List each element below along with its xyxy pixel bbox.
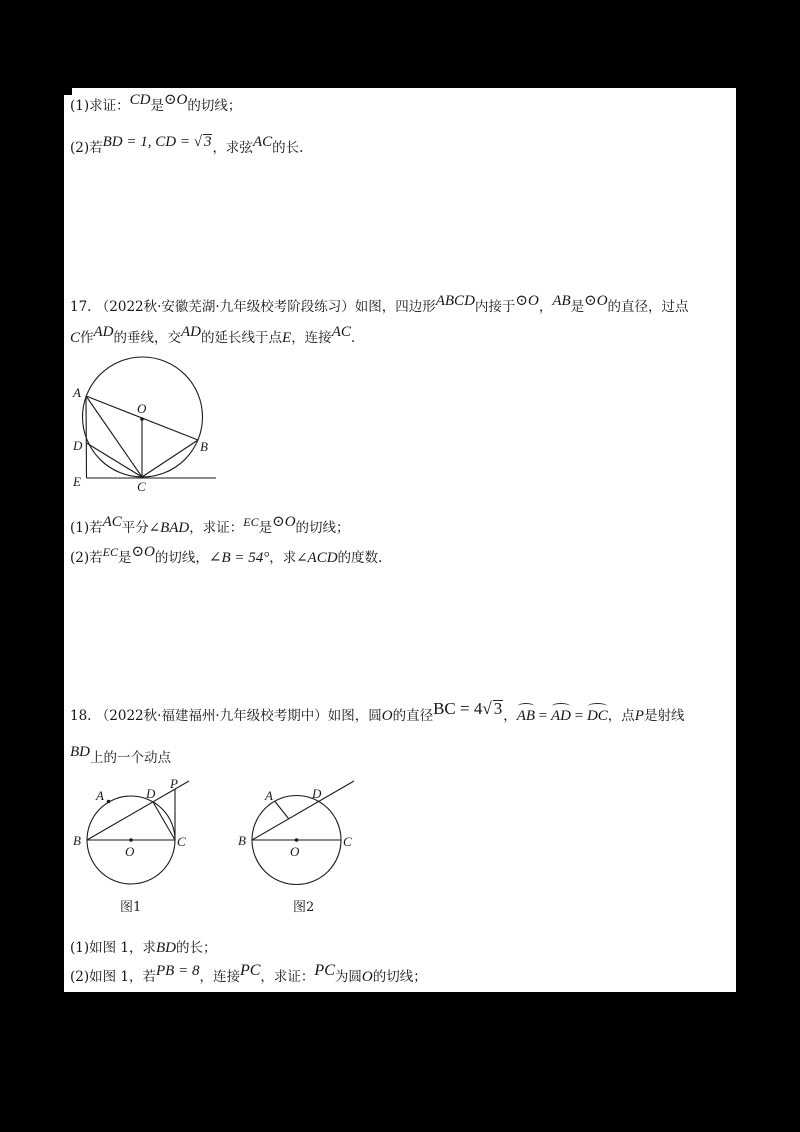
text: (1)如图 1，求	[70, 940, 157, 956]
q18-part2	[70, 962, 427, 987]
math-o: O	[381, 708, 393, 724]
math-angle-b: ∠B = 54°	[208, 550, 270, 566]
label-b: B	[73, 833, 81, 848]
text: 的直径	[392, 708, 434, 724]
sqrt-3: 3	[203, 134, 212, 150]
perpendicular-from-a	[275, 802, 289, 819]
label-d: D	[73, 438, 83, 453]
text: 的切线；	[295, 520, 350, 536]
label-o: O	[125, 844, 135, 859]
math-acd: ACD	[307, 550, 338, 566]
q17-number: 17.	[70, 299, 92, 315]
math-bd: BD	[156, 940, 177, 956]
text: ，	[503, 708, 517, 724]
label-b: B	[200, 439, 208, 454]
math-p: P	[634, 708, 644, 724]
arc-ad: AD	[551, 704, 571, 726]
text: 是射线	[643, 708, 685, 724]
q18-source: （2022秋·福建福州·九年级校考期中）如图，圆	[95, 708, 382, 724]
circle-o-symbol: ⊙O	[584, 293, 608, 309]
label-d: D	[312, 786, 322, 801]
text: 的延长线于点	[201, 330, 283, 346]
label-p: P	[170, 776, 178, 791]
figure-2-caption: 图2	[293, 900, 315, 915]
text: .	[350, 330, 356, 346]
math-c: C	[70, 330, 81, 346]
label-e: E	[73, 474, 81, 489]
q16-part2-mid: ，求弦	[212, 140, 253, 156]
math-bad: BAD	[160, 520, 190, 536]
text: 作	[80, 330, 94, 346]
q16-part2-prefix: (2)若	[70, 140, 103, 156]
text: 的切线；	[372, 969, 427, 985]
label-c: C	[137, 479, 146, 494]
label-c: C	[343, 834, 352, 849]
arc-dc: DC	[587, 704, 608, 726]
label-a: A	[96, 788, 104, 803]
text: 的直径，过点	[607, 299, 689, 315]
text: 是	[570, 299, 585, 315]
q16-part1-prefix: (1)求证：	[70, 98, 130, 114]
math-ad: AD	[93, 324, 114, 340]
text: ，连接	[199, 969, 240, 985]
text: (1)若	[70, 520, 103, 536]
math-cd: CD	[129, 92, 151, 108]
equals: =	[535, 708, 551, 724]
text-shi: 是	[150, 98, 164, 114]
math-ec: EC	[102, 545, 118, 559]
math-ab: AB	[552, 293, 571, 309]
math-bd: BD	[70, 744, 90, 760]
text: ，点	[607, 708, 635, 724]
label-o: O	[290, 844, 300, 859]
q16-part2-suffix: 的长.	[272, 140, 304, 156]
math-condition: BD = 1, CD = √ 3	[102, 134, 212, 150]
text: ，求证：	[260, 969, 315, 985]
label-d: D	[146, 786, 156, 801]
label-c: C	[177, 834, 186, 849]
arc-ab: AB	[517, 704, 535, 726]
math-pc: PC	[314, 962, 335, 979]
text: ，求∠	[269, 550, 308, 566]
text: 上的一个动点	[90, 750, 171, 766]
text: ，	[538, 299, 553, 315]
math-bc-eq: BC = 4√ 3	[433, 699, 503, 718]
text: 的垂线，交	[113, 330, 182, 346]
text: (2)若	[70, 550, 103, 566]
text: 内接于	[474, 299, 516, 315]
sqrt-3: 3	[493, 699, 503, 718]
text: 是	[117, 550, 132, 566]
circle-o-symbol: ⊙O	[272, 514, 296, 530]
text: 是	[258, 520, 273, 536]
text: 的切线，	[154, 550, 209, 566]
math-o: O	[361, 969, 373, 985]
circle-o-symbol: ⊙O	[131, 544, 155, 560]
text: ，连接	[291, 330, 332, 346]
math-ac: AC	[331, 324, 351, 340]
text: 为圆	[334, 969, 362, 985]
label-o: O	[137, 401, 147, 416]
math-ac: AC	[102, 514, 122, 530]
text: 的长；	[176, 940, 217, 956]
label-a: A	[73, 385, 81, 400]
circle-o-symbol: ⊙O	[163, 92, 188, 108]
text: (2)如图 1，若	[70, 969, 157, 985]
label-b: B	[238, 833, 246, 848]
figure-1-caption: 图1	[120, 900, 142, 915]
q16-part1-suffix: 的切线；	[187, 98, 242, 114]
math-ac: AC	[252, 134, 273, 150]
math-pb-eq: PB = 8	[156, 963, 200, 979]
math-ad: AD	[181, 324, 202, 340]
math-pc: PC	[239, 962, 261, 979]
q17-source: （2022秋·安徽芜湖·九年级校考阶段练习）如图，四边形	[95, 299, 436, 315]
math-ec: EC	[243, 515, 259, 529]
math-abcd: ABCD	[435, 293, 475, 309]
label-a: A	[265, 788, 273, 803]
equals: =	[570, 708, 587, 724]
circle-o-symbol: ⊙O	[515, 293, 539, 309]
text: 的度数.	[337, 550, 383, 566]
math-e: E	[282, 330, 292, 346]
text: ，求证：	[189, 520, 244, 536]
q18-number: 18.	[70, 708, 92, 724]
q18-part1	[70, 938, 217, 958]
text: 平分∠	[121, 520, 161, 536]
center-dot	[295, 838, 299, 842]
